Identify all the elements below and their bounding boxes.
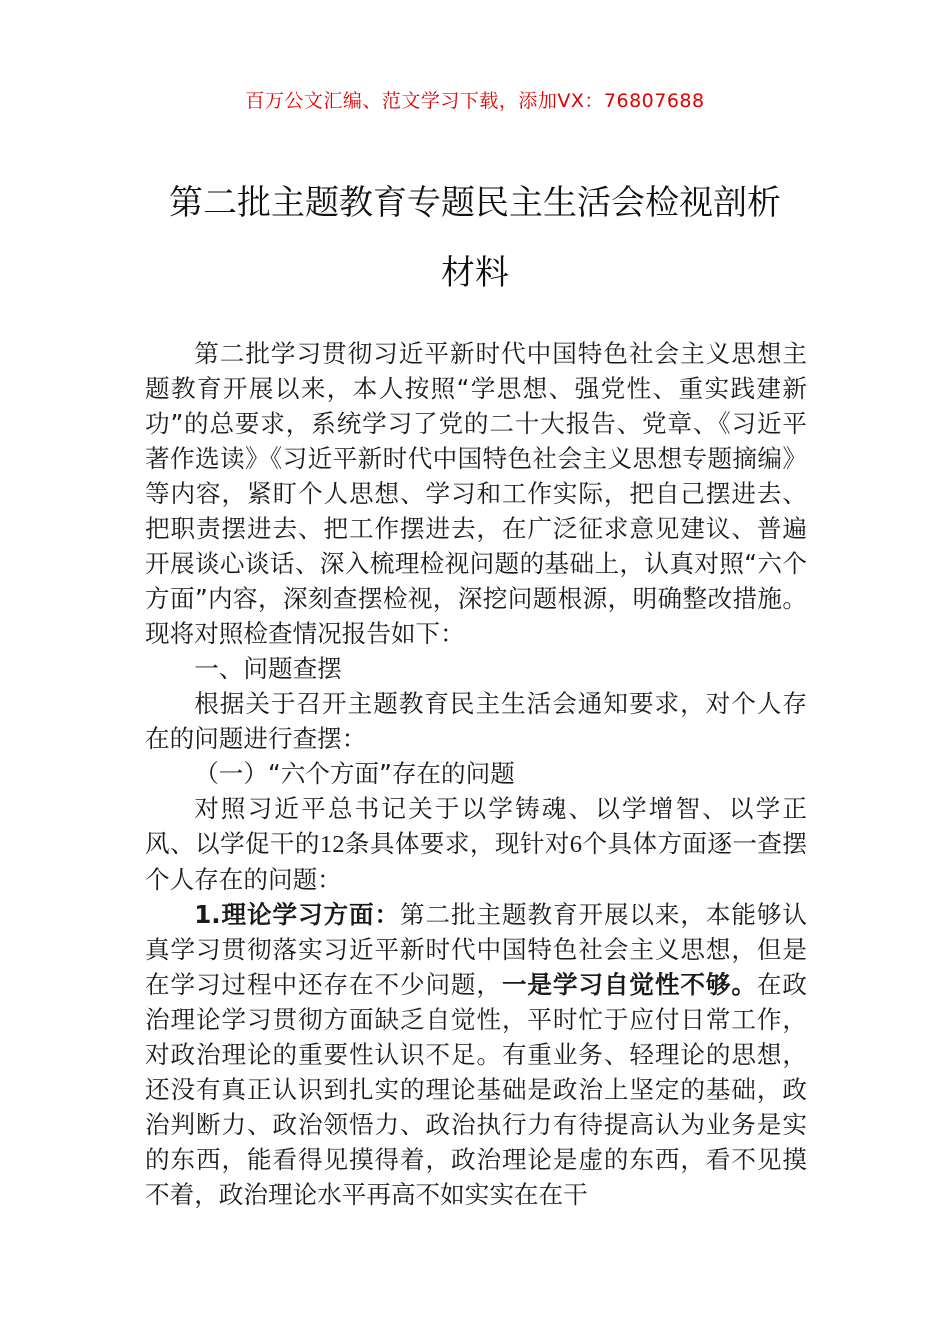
paragraph-twelve-requirements	[145, 791, 807, 897]
theory-study-label: 1.理论学习方面：	[194, 900, 400, 929]
paragraph-theory-study	[145, 897, 807, 1212]
p3-text-b: 条具体要求，现针对	[344, 829, 570, 858]
theory-study-point-one: 一是学习自觉性不够。	[501, 970, 757, 999]
document-body	[145, 336, 807, 1212]
watermark-text: 百万公文汇编、范文学习下载，添加VX：76807688	[245, 90, 705, 112]
intro-paragraph: 第二批学习贯彻习近平新时代中国特色社会主义思想主题教育开展以来，本人按照“学思想、强党性、重实践建新功”的总要求，系统学习了党的二十大报告、党章、《习近平著作选读》《习近平新时代中国特色社会主义思想专题摘编》等内容，紧盯个人思想、学习和工作实际，把自己摆进去、把职责摆进去、把工作摆进去，在广泛征求意见建议、普遍开展谈心谈话、深入梳理检视问题的基础上，认真对照“六个方面”内容，深刻查摆检视，深挖问题根源，明确整改措施。现将对照检查情况报告如下：	[145, 339, 807, 648]
p3-number-12: 12	[319, 831, 345, 858]
p3-text-c: 个具体方面逐一查摆个人存在的问题：	[145, 829, 807, 894]
paragraph-notice-requirements: 根据关于召开主题教育民主生活会通知要求，对个人存在的问题进行查摆：	[145, 689, 807, 753]
theory-study-text-b: 在政治理论学习贯彻方面缺乏自觉性，平时忙于应付日常工作，对政治理论的重要性认识不足。有重业务、轻理论的思想，还没有真正认识到扎实的理论基础是政治上坚定的基础，政治判断力、政治领悟力、政治执行力有待提高认为业务是实的东西，能看得见摸得着，政治理论是虚的东西，看不见摸不着，政治理论水平再高不如实实在在干	[145, 970, 807, 1209]
document-title	[100, 168, 850, 308]
theory-study-text-a: 第二批主题教育开展以来，本能够认真学习贯彻落实习近平新时代中国特色社会主义思想，但是在学习过程中还存在不少问题，	[145, 900, 807, 999]
p3-text-a: 对照习近平总书记关于以学铸魂、以学增智、以学正风、以学促干的	[145, 794, 807, 858]
section-heading-problems: 一、问题查摆	[194, 654, 342, 683]
subsection-heading-six-aspects: （一）“六个方面”存在的问题	[194, 759, 515, 788]
p3-number-6: 6	[569, 831, 583, 858]
title-line-2: 材料	[441, 253, 509, 293]
title-line-1: 第二批主题教育专题民主生活会检视剖析	[169, 183, 781, 223]
